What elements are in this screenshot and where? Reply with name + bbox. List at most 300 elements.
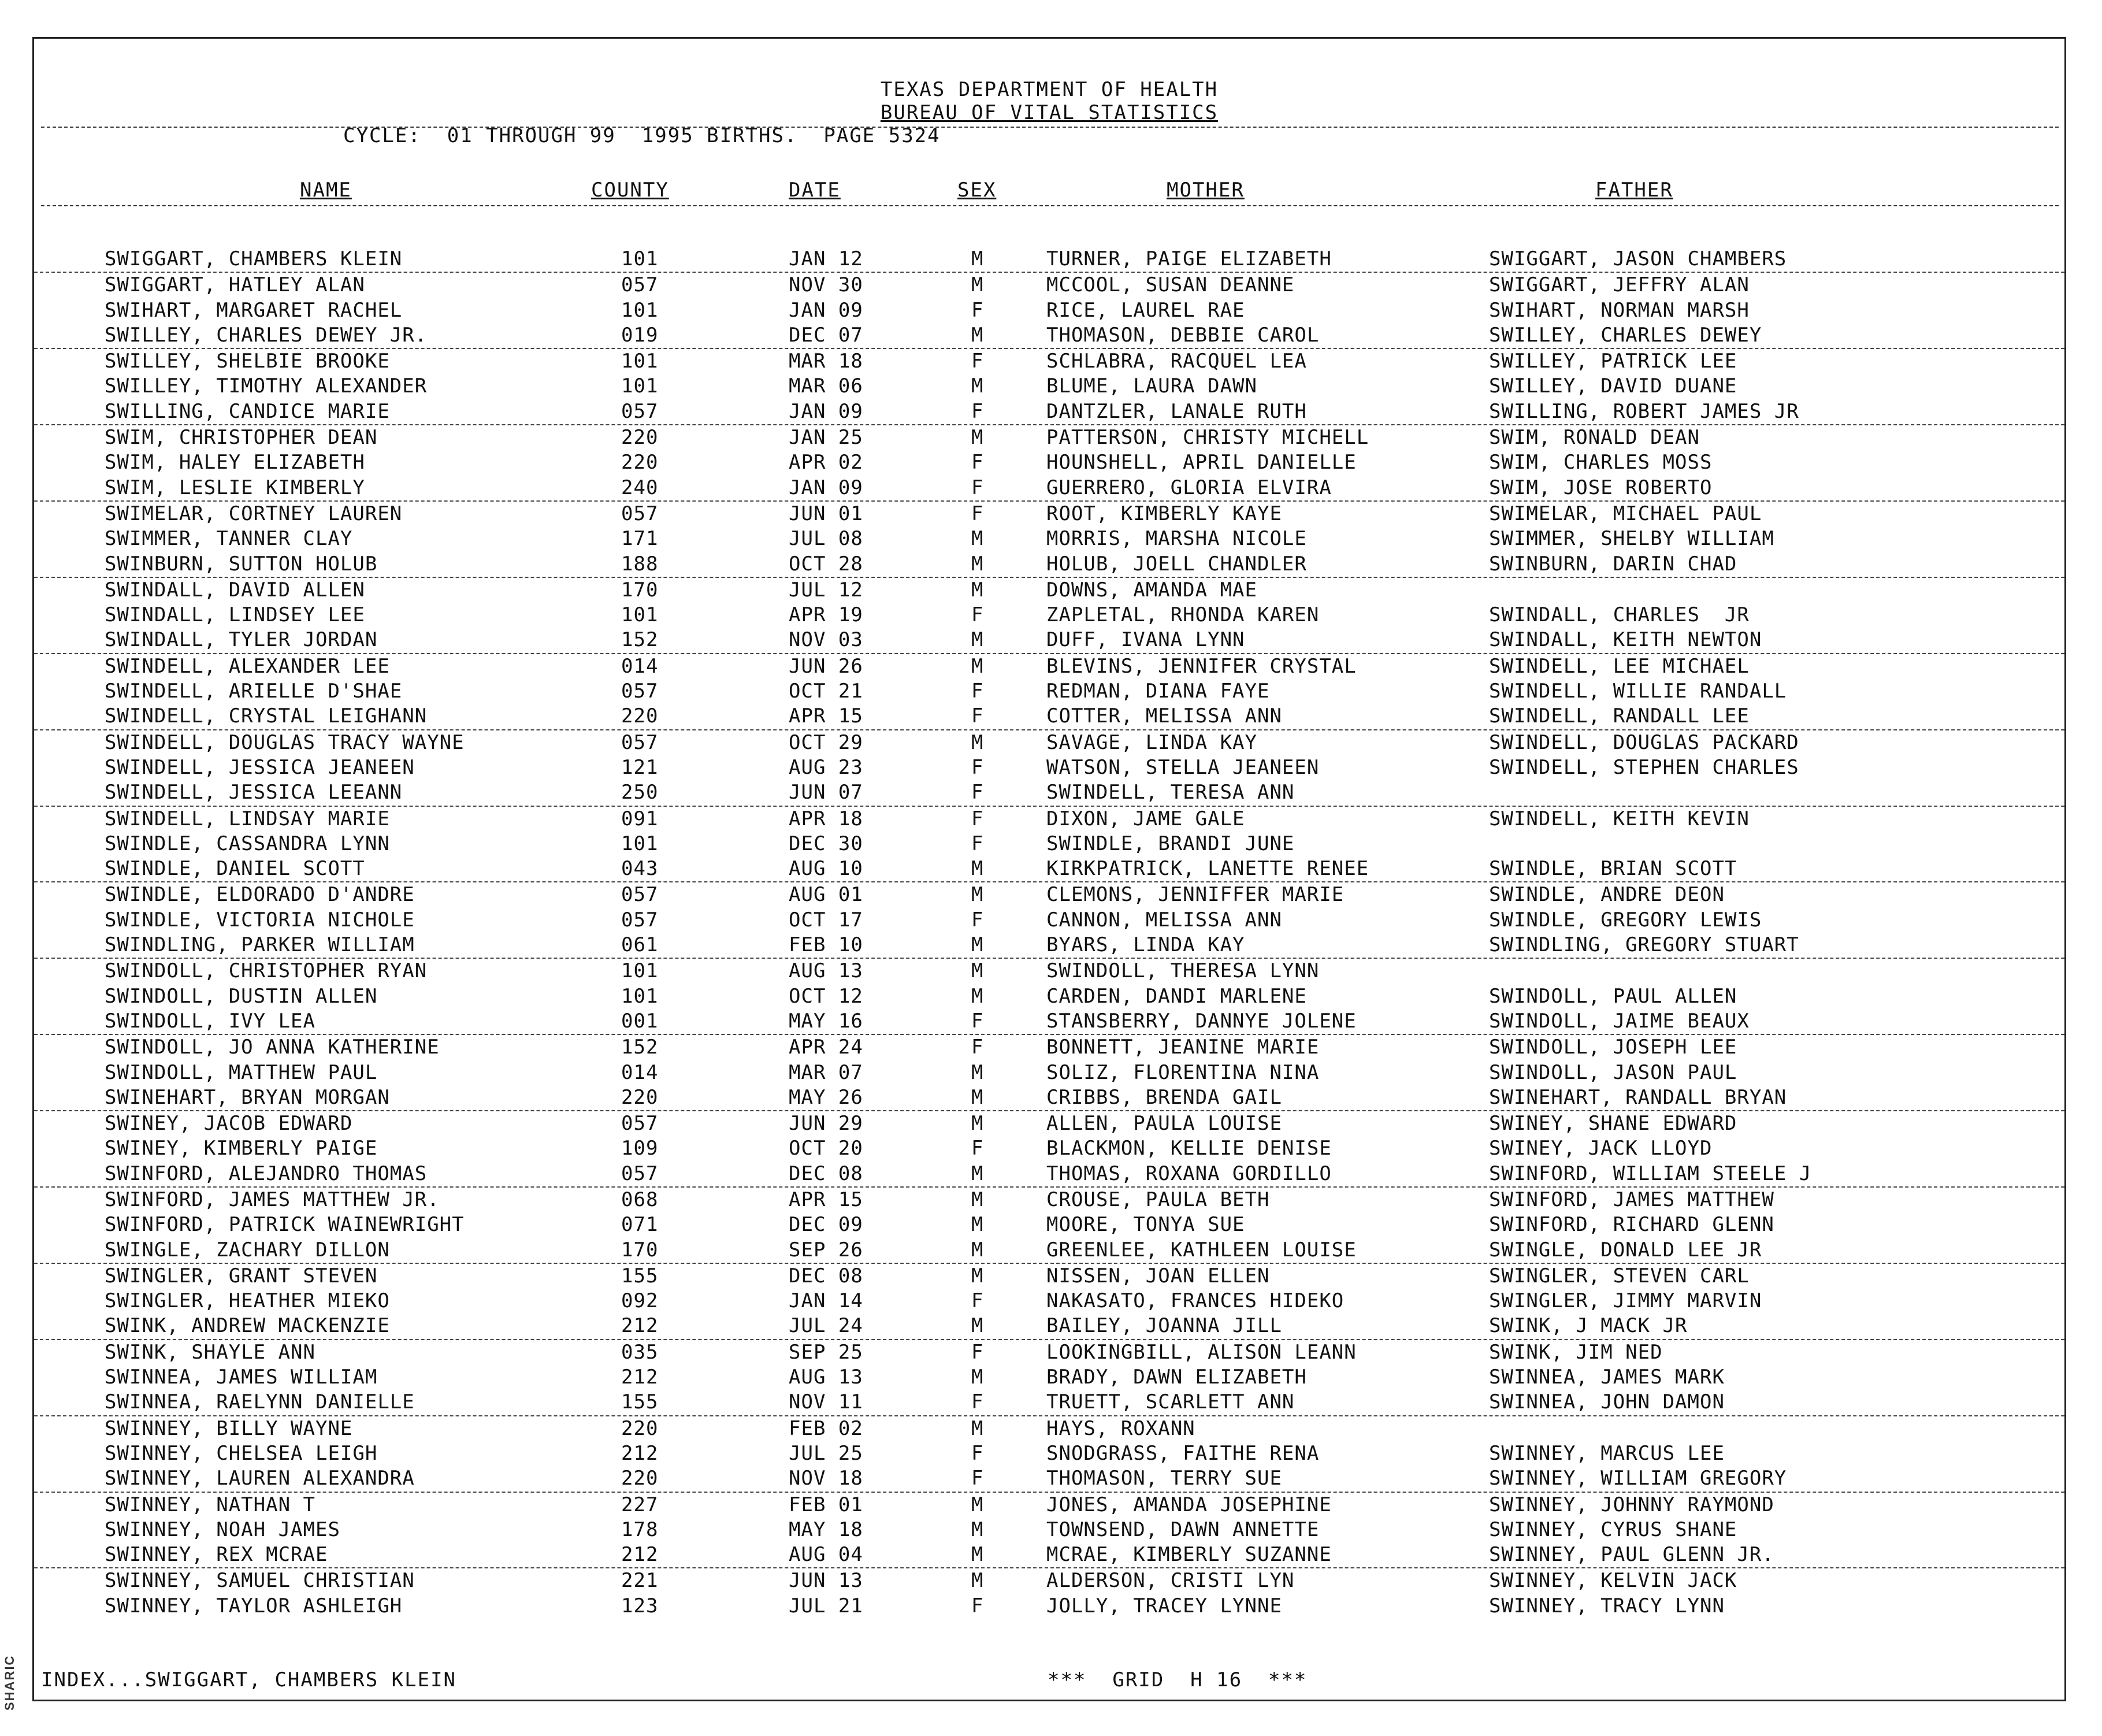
- cell-name: SWILLEY, TIMOTHY ALEXANDER: [105, 374, 428, 398]
- cell-father: SWINDELL, RANDALL LEE: [1489, 704, 1750, 728]
- table-row: [34, 1162, 2064, 1188]
- column-header-date: DATE: [789, 179, 841, 202]
- cell-mother: MCRAE, KIMBERLY SUZANNE: [1046, 1543, 1332, 1567]
- cell-mother: THOMASON, TERRY SUE: [1046, 1467, 1282, 1490]
- cell-father: SWINBURN, DARIN CHAD: [1489, 552, 1737, 576]
- cell-county: 171: [621, 527, 659, 551]
- cell-sex: F: [971, 350, 984, 373]
- cell-father: SWINNEY, WILLIAM GREGORY: [1489, 1467, 1787, 1490]
- cell-county: 212: [621, 1543, 659, 1567]
- cell-sex: M: [971, 1060, 984, 1084]
- table-row: [34, 1390, 2064, 1416]
- cell-sex: M: [971, 323, 984, 347]
- cell-mother: RICE, LAUREL RAE: [1046, 298, 1245, 322]
- cell-name: SWINDLING, PARKER WILLIAM: [105, 933, 415, 957]
- cell-county: 061: [621, 933, 659, 957]
- cell-date: NOV 30: [789, 273, 863, 297]
- cell-name: SWINDELL, CRYSTAL LEIGHANN: [105, 704, 428, 728]
- table-row: [34, 730, 2064, 755]
- cell-mother: ALLEN, PAULA LOUISE: [1046, 1112, 1282, 1136]
- cell-date: JAN 12: [789, 247, 863, 270]
- cell-father: SWINDELL, LEE MICHAEL: [1489, 654, 1750, 678]
- cell-father: SWINNEY, CYRUS SHANE: [1489, 1518, 1737, 1541]
- cell-county: 101: [621, 603, 659, 627]
- cell-mother: MCCOOL, SUSAN DEANNE: [1046, 273, 1295, 297]
- cell-father: SWINDOLL, JASON PAUL: [1489, 1060, 1737, 1084]
- cell-sex: M: [971, 1162, 984, 1185]
- cell-county: 101: [621, 959, 659, 983]
- cell-father: SWILLEY, PATRICK LEE: [1489, 350, 1737, 373]
- cell-name: SWINNEY, NOAH JAMES: [105, 1518, 340, 1541]
- cell-mother: THOMAS, ROXANA GORDILLO: [1046, 1162, 1332, 1185]
- cell-father: SWINDLE, BRIAN SCOTT: [1489, 857, 1737, 881]
- cell-date: OCT 21: [789, 680, 863, 703]
- cell-name: SWIMMER, TANNER CLAY: [105, 527, 353, 551]
- cell-county: 014: [621, 654, 659, 678]
- cell-mother: TOWNSEND, DAWN ANNETTE: [1046, 1518, 1320, 1541]
- cell-mother: BLACKMON, KELLIE DENISE: [1046, 1137, 1332, 1160]
- cell-date: JUL 08: [789, 527, 863, 551]
- cell-sex: M: [971, 959, 984, 983]
- cell-county: 170: [621, 578, 659, 602]
- cell-father: SWINDLING, GREGORY STUART: [1489, 933, 1799, 957]
- cell-date: AUG 10: [789, 857, 863, 881]
- cell-date: DEC 07: [789, 323, 863, 347]
- cell-mother: SNODGRASS, FAITHE RENA: [1046, 1441, 1320, 1465]
- cell-mother: GUERRERO, GLORIA ELVIRA: [1046, 476, 1332, 499]
- cell-sex: M: [971, 730, 984, 754]
- cell-name: SWINNEA, RAELYNN DANIELLE: [105, 1390, 415, 1414]
- cell-mother: CLEMONS, JENNIFFER MARIE: [1046, 883, 1345, 907]
- cell-county: 220: [621, 426, 659, 450]
- cycle-line: CYCLE: 01 THROUGH 99 1995 BIRTHS. PAGE 5324: [343, 124, 941, 147]
- cell-father: SWINNEA, JAMES MARK: [1489, 1366, 1725, 1389]
- table-row: [34, 882, 2064, 907]
- cell-date: APR 18: [789, 807, 863, 830]
- cell-name: SWILLING, CANDICE MARIE: [105, 399, 390, 423]
- cell-sex: M: [971, 426, 984, 450]
- cell-name: SWINBURN, SUTTON HOLUB: [105, 552, 378, 576]
- cell-mother: PATTERSON, CHRISTY MICHELL: [1046, 426, 1369, 450]
- cell-father: SWIMELAR, MICHAEL PAUL: [1489, 502, 1762, 525]
- cell-date: DEC 09: [789, 1213, 863, 1237]
- cell-name: SWILLEY, CHARLES DEWEY JR.: [105, 323, 428, 347]
- records-list: [34, 247, 2064, 1619]
- cell-sex: F: [971, 755, 984, 779]
- table-row: [34, 502, 2064, 526]
- cell-sex: F: [971, 1340, 984, 1364]
- cell-name: SWIM, CHRISTOPHER DEAN: [105, 426, 378, 450]
- table-row: [34, 654, 2064, 679]
- cell-county: 101: [621, 832, 659, 855]
- cell-sex: M: [971, 883, 984, 907]
- cell-mother: ROOT, KIMBERLY KAYE: [1046, 502, 1282, 525]
- cell-county: 101: [621, 984, 659, 1008]
- cell-name: SWINFORD, JAMES MATTHEW JR.: [105, 1188, 440, 1211]
- cell-county: 220: [621, 1085, 659, 1109]
- cell-name: SWINDOLL, DUSTIN ALLEN: [105, 984, 378, 1008]
- cell-mother: CARDEN, DANDI MARLENE: [1046, 984, 1307, 1008]
- cell-sex: F: [971, 298, 984, 322]
- cell-county: 178: [621, 1518, 659, 1541]
- cell-sex: M: [971, 1213, 984, 1237]
- cell-mother: DUFF, IVANA LYNN: [1046, 628, 1245, 652]
- cell-mother: HOUNSHELL, APRIL DANIELLE: [1046, 451, 1357, 474]
- cell-name: SWIGGART, HATLEY ALAN: [105, 273, 365, 297]
- cell-sex: M: [971, 1264, 984, 1288]
- table-row: [34, 349, 2064, 374]
- cell-mother: GREENLEE, KATHLEEN LOUISE: [1046, 1238, 1357, 1262]
- cell-county: 068: [621, 1188, 659, 1211]
- table-row: [34, 374, 2064, 399]
- cell-father: SWIMMER, SHELBY WILLIAM: [1489, 527, 1774, 551]
- cell-sex: F: [971, 807, 984, 830]
- table-row: [34, 856, 2064, 882]
- table-row: [34, 298, 2064, 323]
- cell-county: 014: [621, 1060, 659, 1084]
- cell-county: 091: [621, 807, 659, 830]
- cell-sex: M: [971, 654, 984, 678]
- cell-county: 019: [621, 323, 659, 347]
- cell-date: APR 02: [789, 451, 863, 474]
- cell-date: JUN 01: [789, 502, 863, 525]
- cell-date: JUN 13: [789, 1569, 863, 1593]
- cell-mother: NISSEN, JOAN ELLEN: [1046, 1264, 1270, 1288]
- cell-mother: THOMASON, DEBBIE CAROL: [1046, 323, 1320, 347]
- cell-county: 220: [621, 704, 659, 728]
- cell-name: SWINDLE, CASSANDRA LYNN: [105, 832, 390, 855]
- table-row: [34, 1238, 2064, 1264]
- cell-father: SWIM, RONALD DEAN: [1489, 426, 1700, 450]
- cell-sex: M: [971, 1085, 984, 1109]
- cell-county: 220: [621, 1467, 659, 1490]
- table-row: [34, 552, 2064, 578]
- cell-county: 101: [621, 350, 659, 373]
- cell-mother: BYARS, LINDA KAY: [1046, 933, 1245, 957]
- table-row: [34, 1060, 2064, 1085]
- cell-father: SWINEY, SHANE EDWARD: [1489, 1112, 1737, 1136]
- cell-date: DEC 30: [789, 832, 863, 855]
- cell-mother: DANTZLER, LANALE RUTH: [1046, 399, 1307, 423]
- cell-mother: JONES, AMANDA JOSEPHINE: [1046, 1493, 1332, 1516]
- cell-mother: JOLLY, TRACEY LYNNE: [1046, 1594, 1282, 1618]
- cell-county: 240: [621, 476, 659, 499]
- cell-mother: BAILEY, JOANNA JILL: [1046, 1314, 1282, 1338]
- table-row: [34, 1264, 2064, 1289]
- cell-mother: MOORE, TONYA SUE: [1046, 1213, 1245, 1237]
- cell-name: SWINK, ANDREW MACKENZIE: [105, 1314, 390, 1338]
- cell-name: SWINEHART, BRYAN MORGAN: [105, 1085, 390, 1109]
- cell-county: 057: [621, 730, 659, 754]
- cell-date: FEB 02: [789, 1416, 863, 1440]
- cell-date: JUN 07: [789, 781, 863, 804]
- cell-father: SWINEY, JACK LLOYD: [1489, 1137, 1713, 1160]
- index-footer: INDEX...SWIGGART, CHAMBERS KLEIN: [41, 1668, 457, 1692]
- cell-mother: SAVAGE, LINDA KAY: [1046, 730, 1257, 754]
- table-row: [34, 399, 2064, 425]
- cell-mother: SCHLABRA, RACQUEL LEA: [1046, 350, 1307, 373]
- cell-mother: BRADY, DAWN ELIZABETH: [1046, 1366, 1307, 1389]
- cell-name: SWIMELAR, CORTNEY LAUREN: [105, 502, 403, 525]
- cell-father: SWINNEY, MARCUS LEE: [1489, 1441, 1725, 1465]
- cell-name: SWINDOLL, IVY LEA: [105, 1009, 315, 1033]
- cell-mother: MORRIS, MARSHA NICOLE: [1046, 527, 1307, 551]
- column-header-father: FATHER: [1595, 179, 1673, 202]
- table-row: [34, 578, 2064, 603]
- cell-mother: KIRKPATRICK, LANETTE RENEE: [1046, 857, 1369, 881]
- cell-father: SWINFORD, WILLIAM STEELE J: [1489, 1162, 1812, 1185]
- cell-county: 057: [621, 1162, 659, 1185]
- cell-name: SWILLEY, SHELBIE BROOKE: [105, 350, 390, 373]
- cell-date: DEC 08: [789, 1162, 863, 1185]
- cell-sex: M: [971, 1366, 984, 1389]
- table-row: [34, 1136, 2064, 1161]
- cell-sex: M: [971, 1112, 984, 1136]
- cell-name: SWINDLE, DANIEL SCOTT: [105, 857, 365, 881]
- cell-date: MAY 16: [789, 1009, 863, 1033]
- cell-county: 155: [621, 1390, 659, 1414]
- cell-mother: COTTER, MELISSA ANN: [1046, 704, 1282, 728]
- cell-sex: F: [971, 1137, 984, 1160]
- cell-county: 212: [621, 1314, 659, 1338]
- cell-date: JUL 24: [789, 1314, 863, 1338]
- table-row: [34, 1009, 2064, 1035]
- cell-mother: DIXON, JAME GALE: [1046, 807, 1245, 830]
- column-header-sex: SEX: [957, 179, 997, 202]
- cell-father: SWINDELL, KEITH KEVIN: [1489, 807, 1750, 830]
- cell-sex: M: [971, 984, 984, 1008]
- cell-name: SWINDLE, VICTORIA NICHOLE: [105, 908, 415, 932]
- cell-sex: M: [971, 578, 984, 602]
- cell-date: AUG 23: [789, 755, 863, 779]
- cell-sex: M: [971, 552, 984, 576]
- table-row: [34, 1314, 2064, 1340]
- cell-name: SWINEY, JACOB EDWARD: [105, 1112, 353, 1136]
- cell-sex: M: [971, 1518, 984, 1541]
- table-row: [34, 832, 2064, 856]
- cell-date: MAY 18: [789, 1518, 863, 1541]
- table-row: [34, 1188, 2064, 1212]
- cell-name: SWINDELL, ALEXANDER LEE: [105, 654, 390, 678]
- cell-date: JUL 25: [789, 1441, 863, 1465]
- table-row: [34, 959, 2064, 984]
- cell-father: SWIM, CHARLES MOSS: [1489, 451, 1713, 474]
- table-row: [34, 755, 2064, 780]
- cell-sex: F: [971, 704, 984, 728]
- cell-date: APR 15: [789, 704, 863, 728]
- cell-county: 123: [621, 1594, 659, 1618]
- cell-mother: ZAPLETAL, RHONDA KAREN: [1046, 603, 1320, 627]
- cell-name: SWINEY, KIMBERLY PAIGE: [105, 1137, 378, 1160]
- cell-name: SWINNEY, LAUREN ALEXANDRA: [105, 1467, 415, 1490]
- cell-county: 109: [621, 1137, 659, 1160]
- cell-sex: F: [971, 1441, 984, 1465]
- cell-mother: REDMAN, DIANA FAYE: [1046, 680, 1270, 703]
- cell-father: SWINNEY, TRACY LYNN: [1489, 1594, 1725, 1618]
- cell-date: MAR 18: [789, 350, 863, 373]
- cell-father: SWILLING, ROBERT JAMES JR: [1489, 399, 1799, 423]
- table-row: [34, 1340, 2064, 1365]
- cell-sex: M: [971, 247, 984, 270]
- cell-father: SWIGGART, JASON CHAMBERS: [1489, 247, 1787, 270]
- cell-county: 250: [621, 781, 659, 804]
- cell-county: 220: [621, 1416, 659, 1440]
- cell-date: JAN 14: [789, 1289, 863, 1313]
- cell-sex: F: [971, 908, 984, 932]
- table-row: [34, 323, 2064, 349]
- cell-date: NOV 03: [789, 628, 863, 652]
- cell-father: SWIHART, NORMAN MARSH: [1489, 298, 1750, 322]
- cell-sex: M: [971, 1314, 984, 1338]
- cell-date: APR 19: [789, 603, 863, 627]
- cell-name: SWINDALL, LINDSEY LEE: [105, 603, 365, 627]
- cell-county: 212: [621, 1441, 659, 1465]
- cell-county: 057: [621, 399, 659, 423]
- cell-mother: DOWNS, AMANDA MAE: [1046, 578, 1257, 602]
- table-row: [34, 1035, 2064, 1060]
- column-header-county: COUNTY: [591, 179, 669, 202]
- cell-date: AUG 04: [789, 1543, 863, 1567]
- column-header-name: NAME: [300, 179, 352, 202]
- cell-county: 170: [621, 1238, 659, 1262]
- cell-date: JUN 29: [789, 1112, 863, 1136]
- cell-date: AUG 01: [789, 883, 863, 907]
- cell-sex: M: [971, 1493, 984, 1516]
- cell-mother: HOLUB, JOELL CHANDLER: [1046, 552, 1307, 576]
- cell-name: SWINDELL, JESSICA LEEANN: [105, 781, 403, 804]
- cell-date: FEB 10: [789, 933, 863, 957]
- cell-mother: HAYS, ROXANN: [1046, 1416, 1195, 1440]
- cell-father: SWINNEY, JOHNNY RAYMOND: [1489, 1493, 1774, 1516]
- cell-father: SWILLEY, DAVID DUANE: [1489, 374, 1737, 398]
- cell-father: SWINDLE, ANDRE DEON: [1489, 883, 1725, 907]
- cell-sex: F: [971, 603, 984, 627]
- cell-mother: ALDERSON, CRISTI LYN: [1046, 1569, 1295, 1593]
- cell-date: OCT 29: [789, 730, 863, 754]
- cell-county: 057: [621, 680, 659, 703]
- cell-name: SWINFORD, ALEJANDRO THOMAS: [105, 1162, 428, 1185]
- cell-name: SWINGLER, HEATHER MIEKO: [105, 1289, 390, 1313]
- table-row: [34, 1085, 2064, 1111]
- cell-sex: M: [971, 857, 984, 881]
- cell-sex: F: [971, 781, 984, 804]
- cell-county: 035: [621, 1340, 659, 1364]
- table-row: [34, 1568, 2064, 1593]
- cell-sex: M: [971, 273, 984, 297]
- cell-father: SWINDELL, DOUGLAS PACKARD: [1489, 730, 1799, 754]
- table-row: [34, 933, 2064, 959]
- cell-date: FEB 01: [789, 1493, 863, 1516]
- cell-name: SWINNEY, TAYLOR ASHLEIGH: [105, 1594, 403, 1618]
- cell-father: SWIM, JOSE ROBERTO: [1489, 476, 1713, 499]
- cell-county: 188: [621, 552, 659, 576]
- cell-name: SWINDELL, ARIELLE D'SHAE: [105, 680, 403, 703]
- bureau-title: BUREAU OF VITAL STATISTICS: [880, 101, 1219, 124]
- cell-county: 057: [621, 1112, 659, 1136]
- table-row: [34, 780, 2064, 806]
- cell-name: SWINGLER, GRANT STEVEN: [105, 1264, 378, 1288]
- cell-father: SWINDALL, KEITH NEWTON: [1489, 628, 1762, 652]
- cell-name: SWIM, LESLIE KIMBERLY: [105, 476, 365, 499]
- cell-date: AUG 13: [789, 1366, 863, 1389]
- cell-father: SWINFORD, JAMES MATTHEW: [1489, 1188, 1774, 1211]
- cell-date: JUN 26: [789, 654, 863, 678]
- cell-father: SWINFORD, RICHARD GLENN: [1489, 1213, 1774, 1237]
- cell-sex: M: [971, 527, 984, 551]
- grid-footer: *** GRID H 16 ***: [1048, 1668, 1308, 1692]
- cell-father: SWINEHART, RANDALL BRYAN: [1489, 1085, 1787, 1109]
- cell-county: 092: [621, 1289, 659, 1313]
- cell-date: APR 24: [789, 1036, 863, 1059]
- cell-father: SWINDELL, STEPHEN CHARLES: [1489, 755, 1799, 779]
- table-row: [34, 1212, 2064, 1237]
- cell-county: 071: [621, 1213, 659, 1237]
- cell-county: 152: [621, 628, 659, 652]
- cell-sex: F: [971, 1594, 984, 1618]
- cell-father: SWINDALL, CHARLES JR: [1489, 603, 1750, 627]
- cell-county: 043: [621, 857, 659, 881]
- cell-mother: LOOKINGBILL, ALISON LEANN: [1046, 1340, 1357, 1364]
- table-row: [34, 1441, 2064, 1466]
- cell-name: SWINNEY, CHELSEA LEIGH: [105, 1441, 378, 1465]
- cell-sex: F: [971, 832, 984, 855]
- cell-county: 155: [621, 1264, 659, 1288]
- cell-date: JAN 09: [789, 476, 863, 499]
- cell-name: SWINDOLL, JO ANNA KATHERINE: [105, 1036, 440, 1059]
- cell-date: APR 15: [789, 1188, 863, 1211]
- cell-date: OCT 17: [789, 908, 863, 932]
- table-row: [34, 273, 2064, 298]
- cell-father: SWINDOLL, JAIME BEAUX: [1489, 1009, 1750, 1033]
- cell-county: 221: [621, 1569, 659, 1593]
- table-row: [34, 526, 2064, 551]
- cell-county: 152: [621, 1036, 659, 1059]
- cell-mother: BLEVINS, JENNIFER CRYSTAL: [1046, 654, 1357, 678]
- table-row: [34, 984, 2064, 1009]
- cell-date: MAY 26: [789, 1085, 863, 1109]
- cell-name: SWIM, HALEY ELIZABETH: [105, 451, 365, 474]
- cell-name: SWINNEY, BILLY WAYNE: [105, 1416, 353, 1440]
- table-row: [34, 425, 2064, 450]
- cell-father: SWINGLER, STEVEN CARL: [1489, 1264, 1750, 1288]
- cell-date: OCT 12: [789, 984, 863, 1008]
- cell-father: SWINDELL, WILLIE RANDALL: [1489, 680, 1787, 703]
- cell-sex: F: [971, 1467, 984, 1490]
- cell-name: SWINDOLL, MATTHEW PAUL: [105, 1060, 378, 1084]
- cell-date: AUG 13: [789, 959, 863, 983]
- cell-mother: WATSON, STELLA JEANEEN: [1046, 755, 1320, 779]
- cell-name: SWINDELL, DOUGLAS TRACY WAYNE: [105, 730, 465, 754]
- cell-county: 101: [621, 247, 659, 270]
- cell-sex: M: [971, 1238, 984, 1262]
- cell-sex: F: [971, 476, 984, 499]
- table-row: [34, 1493, 2064, 1518]
- cell-name: SWINNEY, NATHAN T: [105, 1493, 315, 1516]
- cell-name: SWINDALL, TYLER JORDAN: [105, 628, 378, 652]
- cell-name: SWINK, SHAYLE ANN: [105, 1340, 315, 1364]
- cell-mother: SWINDLE, BRANDI JUNE: [1046, 832, 1295, 855]
- cell-name: SWINNEY, REX MCRAE: [105, 1543, 328, 1567]
- table-row: [34, 704, 2064, 730]
- cell-name: SWINDELL, JESSICA JEANEEN: [105, 755, 415, 779]
- cell-father: SWINDLE, GREGORY LEWIS: [1489, 908, 1762, 932]
- table-row: [34, 1416, 2064, 1441]
- cell-mother: CANNON, MELISSA ANN: [1046, 908, 1282, 932]
- cell-sex: F: [971, 680, 984, 703]
- cell-father: SWINK, J MACK JR: [1489, 1314, 1688, 1338]
- table-row: [34, 1542, 2064, 1568]
- cell-sex: F: [971, 451, 984, 474]
